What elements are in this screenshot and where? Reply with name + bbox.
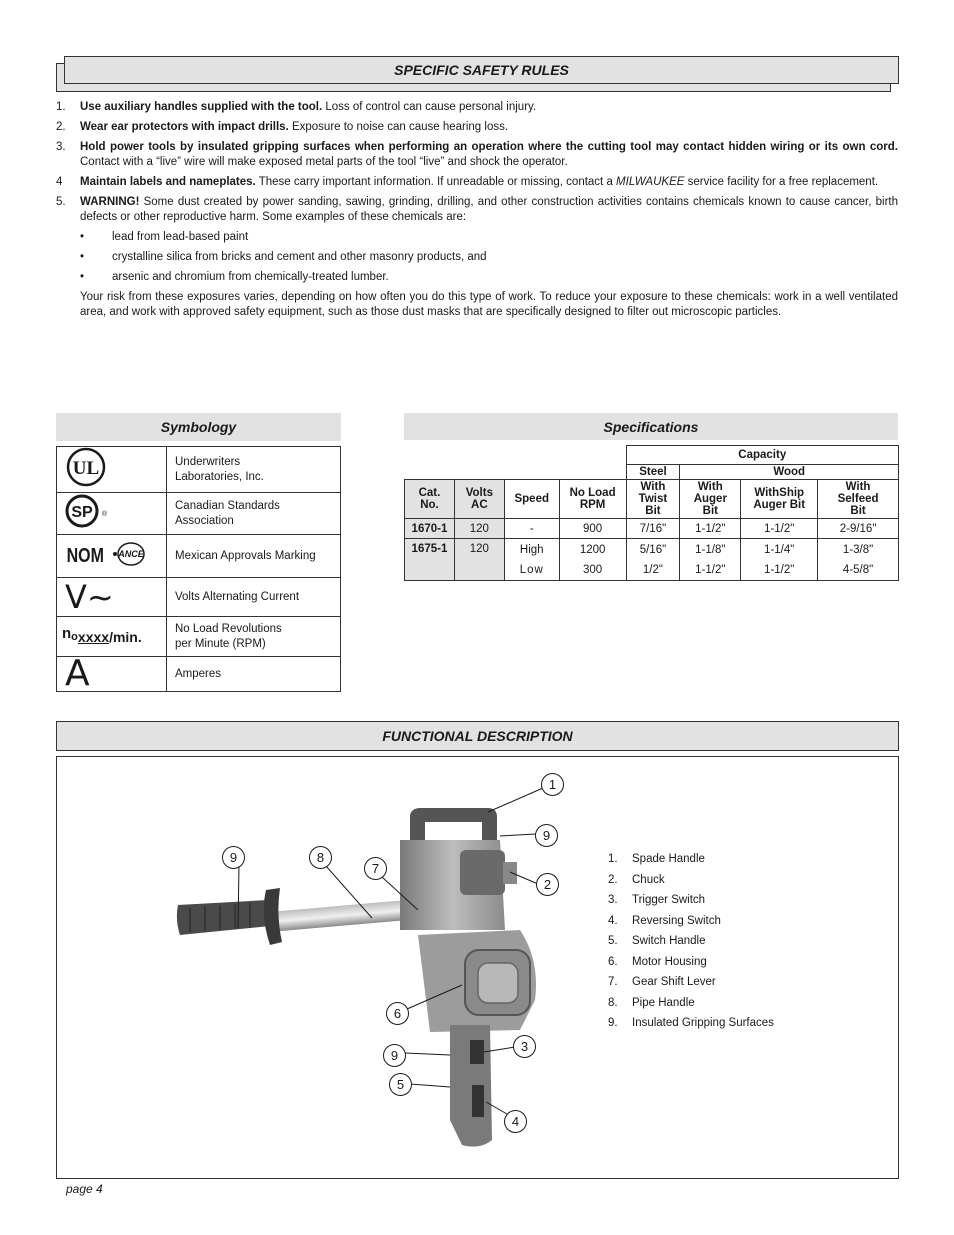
- table-row: Steel Wood: [405, 465, 899, 480]
- callout-9: 9: [383, 1044, 406, 1067]
- header-twist: With Twist Bit: [626, 480, 680, 519]
- amperes-icon: A: [57, 657, 167, 692]
- callout-6: 6: [386, 1002, 409, 1025]
- list-item: 2. Chuck: [608, 873, 665, 886]
- table-row: V~ Volts Alternating Current: [57, 578, 341, 617]
- callout-8: 8: [309, 846, 332, 869]
- callout-1: 1: [541, 773, 564, 796]
- no-load-rpm-icon: noxxxx/min.: [57, 617, 167, 657]
- list-item: 8. Pipe Handle: [608, 996, 695, 1009]
- callout-9: 9: [222, 846, 245, 869]
- header-cat: Cat. No.: [405, 480, 455, 519]
- specifications-title: Specifications: [404, 413, 898, 440]
- header-speed: Speed: [504, 480, 559, 519]
- table-row: SP ® Canadian Standards Association: [57, 493, 341, 535]
- table-row: UL Underwriters Laboratories, Inc.: [57, 447, 341, 493]
- rule-4: 4 Maintain labels and nameplates. These carry important information. If unreadable or missing, contact a MILWAUKEE service facility for a free replacement.: [56, 176, 879, 188]
- header-ship: WithShip Auger Bit: [741, 480, 818, 519]
- volts-ac-icon: V~: [57, 578, 167, 617]
- callout-9: 9: [535, 824, 558, 847]
- symbology-title: Symbology: [56, 413, 341, 441]
- table-row: noxxxx/min. No Load Revolutions per Minute (RPM): [57, 617, 341, 657]
- motor-housing: [418, 930, 536, 1032]
- exposure-paragraph: Your risk from these exposures varies, depending on how often you do this type of work. To reduce your exposure to these chemicals: work in a well ventilated area, and work with approved safety equipment, such as those dust masks that are specifically designed to filter out microscopic particles.: [80, 291, 898, 318]
- header-auger: With Auger Bit: [680, 480, 741, 519]
- list-item: • arsenic and chromium from chemically-treated lumber.: [80, 271, 389, 283]
- page-number: page 4: [66, 1182, 103, 1196]
- list-item: • crystalline silica from bricks and cement and other masonry products, and: [80, 251, 487, 263]
- svg-text:ANCE: ANCE: [118, 548, 144, 559]
- header-rpm: No Load RPM: [559, 480, 626, 519]
- insulated-grip: [177, 888, 282, 945]
- list-item: 6. Motor Housing: [608, 955, 707, 968]
- chuck: [460, 850, 517, 895]
- rule-1: 1. Use auxiliary handles supplied with the tool. Loss of control can cause personal injury.: [56, 101, 537, 113]
- list-item: 1. Spade Handle: [608, 853, 705, 865]
- header-selfeed: With Selfeed Bit: [818, 480, 899, 519]
- table-row: 1675-1 120 High Low 1200 300 5/16" 1/2" 1-1/8" 1-1/2" 1-1/4" 1-1/2" 1-3/8" 4-5/8": [405, 539, 899, 581]
- callout-5: 5: [389, 1073, 412, 1096]
- list-item: 5. Switch Handle: [608, 935, 706, 947]
- list-item: 3. Trigger Switch: [608, 894, 706, 906]
- svg-text:SP: SP: [71, 504, 93, 521]
- svg-text:UL: UL: [72, 458, 100, 479]
- table-row: NOM ANCE Mexican Approvals Marking: [57, 535, 341, 578]
- rule-2: 2. Wear ear protectors with impact drills. Exposure to noise can cause hearing loss.: [56, 121, 509, 133]
- svg-text:NOM: NOM: [66, 543, 104, 566]
- rule-3: 3. Hold power tools by insulated gripping surfaces when performing an operation where the cutting tool may contact hidden wiring or its own cord. Contact with a “live” wire will make exposed metal parts of the tool “live” and shock the operator.: [56, 141, 898, 168]
- list-item: • lead from lead-based paint: [80, 231, 249, 243]
- callout-2: 2: [536, 873, 559, 896]
- list-item: 4. Reversing Switch: [608, 914, 721, 927]
- callout-4: 4: [504, 1110, 527, 1133]
- header-volts: Volts AC: [454, 480, 504, 519]
- callout-3: 3: [513, 1035, 536, 1058]
- list-item: 7. Gear Shift Lever: [608, 976, 716, 988]
- table-row: A Amperes: [57, 657, 341, 692]
- rule-5: 5. WARNING! Some dust created by power sanding, sawing, grinding, drilling, and other construction activities contains chemicals known to cause cancer, birth defects or other reproductive harm. Some examples of these chemicals are:: [56, 196, 898, 223]
- callout-7: 7: [364, 857, 387, 880]
- table-row: 1670-1 120 - 900 7/16" 1-1/2" 1-1/2" 2-9/16": [405, 519, 899, 539]
- table-row: Capacity: [405, 446, 899, 465]
- switch-handle: [450, 1025, 492, 1147]
- parts-list: [608, 853, 774, 1038]
- safety-title: SPECIFIC SAFETY RULES: [394, 62, 569, 78]
- functional-description-title: FUNCTIONAL DESCRIPTION: [56, 721, 899, 751]
- list-item: 9. Insulated Gripping Surfaces: [608, 1017, 774, 1029]
- svg-text:®: ®: [102, 511, 108, 518]
